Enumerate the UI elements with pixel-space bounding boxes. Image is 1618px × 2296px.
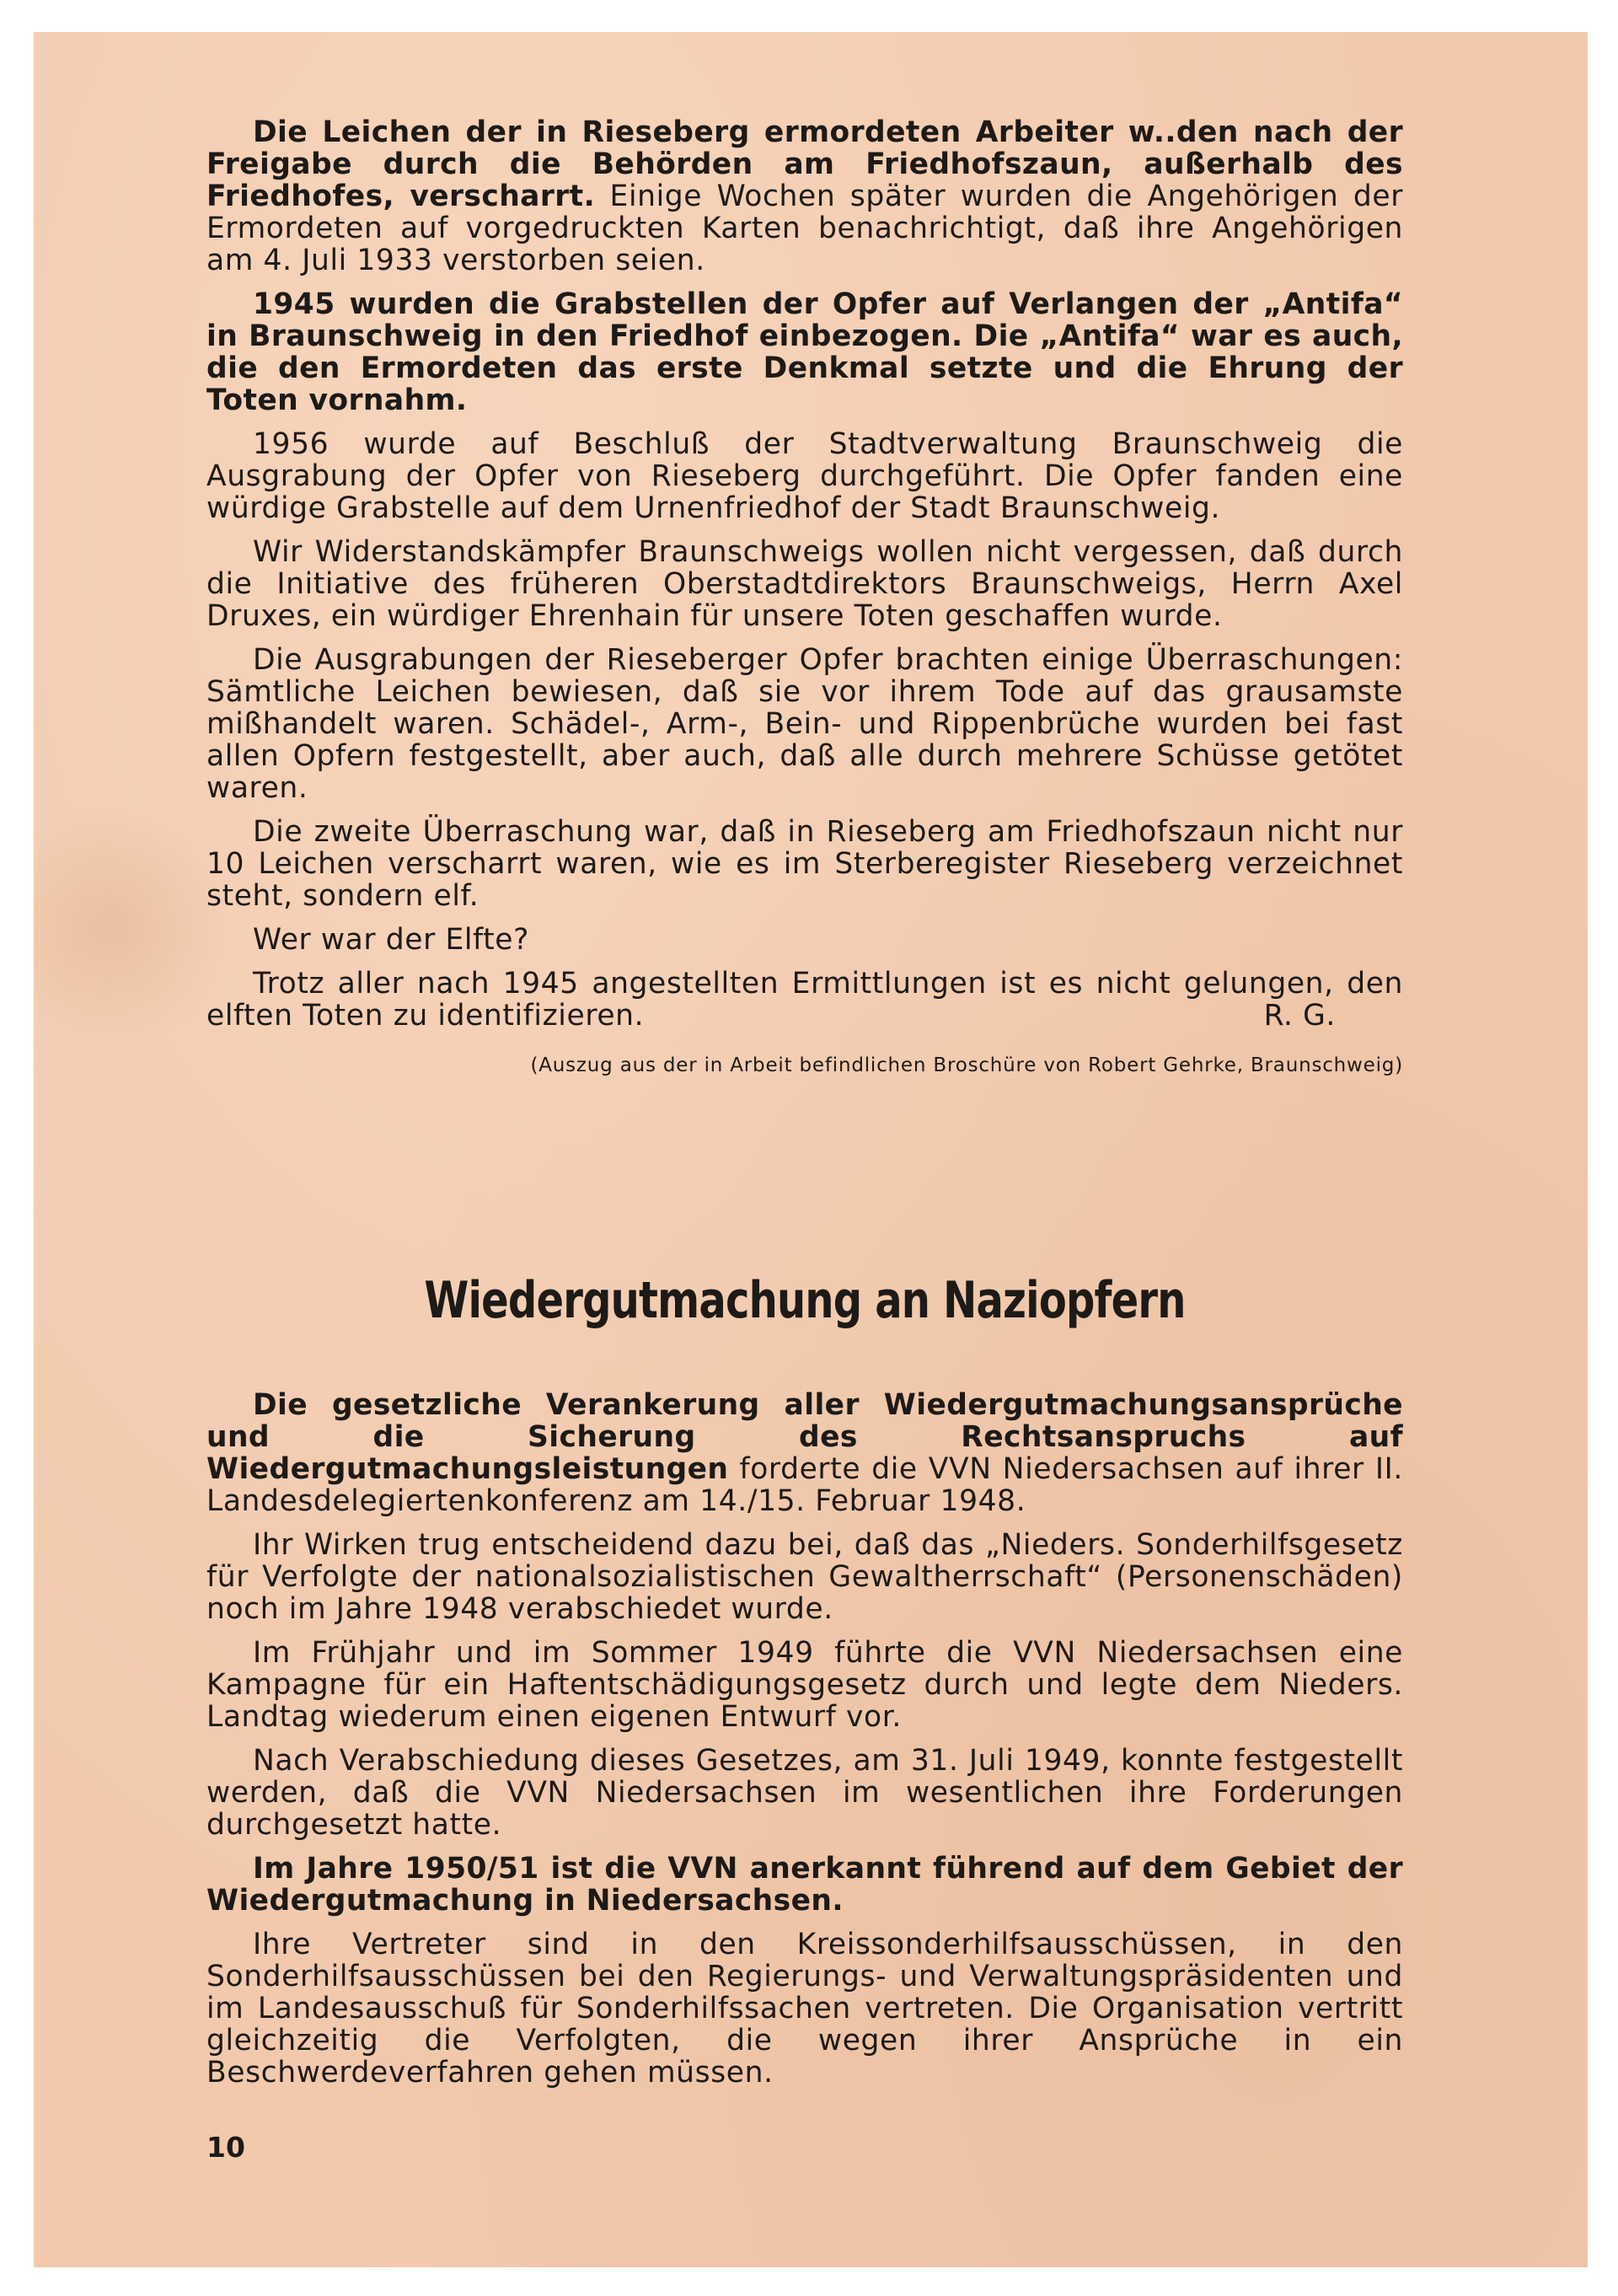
paragraph-top-6: Die zweite Überraschung war, daß in Rieseberg am Friedhofszaun nicht nur 10 Leichen verscharrt waren, wie es im Sterberegister Rieseberg verzeichnet steht, sondern elf. — [206, 815, 1403, 913]
paragraph-top-3: 1956 wurde auf Beschluß der Stadtverwaltung Braunschweig die Ausgrabung der Opfer von Rieseberg durchgeführt. Die Opfer fanden eine würdige Grabstelle auf dem Urnenfriedhof der Stadt Braunschweig. — [206, 427, 1403, 525]
paragraph-bottom-4: Nach Verabschiedung dieses Gesetzes, am 31. Juli 1949, konnte festgestellt werden, daß die VVN Niedersachsen im wesentlichen ihre Forderungen durchgesetzt hatte. — [206, 1744, 1403, 1842]
paragraph-bottom-2: Ihr Wirken trug entscheidend dazu bei, daß das „Nieders. Sonderhilfsgesetz für Verfolgte der nationalsozialistischen Gewaltherrschaft“ (Personenschäden) noch im Jahre 1948 verabschiedet wurde. — [206, 1528, 1403, 1626]
document-page — [34, 32, 1588, 2267]
paragraph-bottom-1 — [206, 1389, 1403, 1517]
paragraph-bottom-6: Ihre Vertreter sind in den Kreissonderhilfsausschüssen, in den Sonderhilfsausschüssen bei den Regierungs- und Verwaltungspräsidenten und im Landesausschuß für Sonderhilfssachen vertreten. Die Organisation vertritt gleichzeitig die Verfolgten, die wegen ihrer Ansprüche in ein Beschwerdeverfahren gehen müssen. — [206, 1928, 1403, 2089]
text-column — [206, 116, 1403, 2100]
paragraph-top-4: Wir Widerstandskämpfer Braunschweigs wollen nicht vergessen, daß durch die Initiative des früheren Oberstadtdirektors Braunschweigs, Herrn Axel Druxes, ein würdiger Ehrenhain für unsere Toten geschaffen wurde. — [206, 535, 1403, 633]
section-heading: Wiedergutmachung an Naziopfern — [424, 1271, 1186, 1330]
paragraph-top-1 — [206, 116, 1403, 276]
paragraph-bottom-5: Im Jahre 1950/51 ist die VVN anerkannt führend auf dem Gebiet der Wiedergutmachung in Niedersachsen. — [206, 1852, 1403, 1918]
signature: R. G. — [1263, 999, 1336, 1033]
paragraph-bottom-3: Im Frühjahr und im Sommer 1949 führte die VVN Niedersachsen eine Kampagne für ein Haftentschädigungsgesetz durch und legte dem Nieders. Landtag wiederum einen eigenen Entwurf vor. — [206, 1636, 1403, 1734]
closing-paragraph — [206, 968, 1403, 1032]
paragraph-top-5: Die Ausgrabungen der Rieseberger Opfer brachten einige Überraschungen: Sämtliche Leichen bewiesen, daß sie vor ihrem Tode auf das grausamste mißhandelt waren. Schädel-, Arm-, Bein- und Rippenbrüche wurden bei fast allen Opfern festgestellt, aber auch, daß alle durch mehrere Schüsse getötet waren. — [206, 643, 1403, 805]
page-number: 10 — [206, 2131, 245, 2164]
paragraph-top-7: Wer war der Elfte? — [253, 923, 530, 957]
paragraph-bold-lead: Die gesetzliche Verankerung aller Wiedergutmachungsansprüche und die Sicherung des Rechtsanspruchs auf Wiedergutmachungsleistungen — [206, 1388, 1403, 1486]
paragraph-text: forderte die VVN Niedersachsen auf ihrer II. Landesdelegiertenkonferenz am 14./15. Februar 1948. — [206, 1452, 1403, 1518]
closing-text: Trotz aller nach 1945 angestellten Ermittlungen ist es nicht gelungen, den elften Toten zu identifizieren. — [206, 967, 1403, 1033]
paragraph-bold-lead: Die Leichen der in Rieseberg ermordeten Arbeiter w..den nach der Freigabe durch die Behörden am Friedhofszaun, außerhalb des Friedhofes, verscharrt. — [206, 115, 1403, 213]
paragraph-top-2: 1945 wurden die Grabstellen der Opfer auf Verlangen der „Antifa“ in Braunschweig in den Friedhof einbezogen. Die „Antifa“ war es auch, die den Ermordeten das erste Denkmal setzte und die Ehrung der Toten vornahm. — [206, 287, 1403, 417]
source-note: (Auszug aus der in Arbeit befindlichen Broschüre von Robert Gehrke, Braunschweig) — [530, 1054, 1403, 1076]
paragraph-text: Einige Wochen später wurden die Angehörigen der Ermordeten auf vorgedruckten Karten benachrichtigt, daß ihre Angehörigen am 4. Juli 1933 verstorben seien. — [206, 180, 1403, 277]
